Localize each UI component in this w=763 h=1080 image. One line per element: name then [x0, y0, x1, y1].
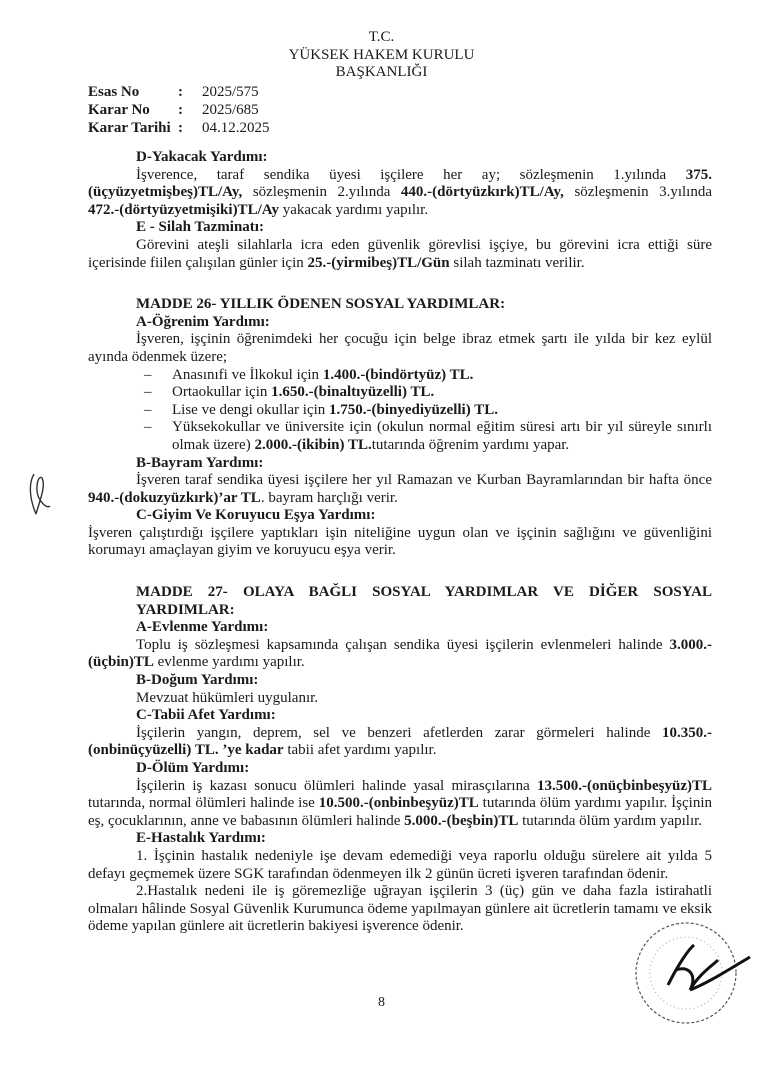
text: Anasınıfi ve İlkokul için	[172, 366, 323, 383]
bold-text: 10.350.-(onbinüçyüzelli) TL. ’ye kadar	[88, 724, 712, 759]
separator: :	[178, 120, 183, 136]
text: yakacak yardımı yapılır.	[278, 201, 429, 218]
esas-row	[88, 83, 270, 101]
dash-bullet: –	[144, 366, 152, 383]
list-item-text	[172, 402, 498, 418]
text: 1. İşçinin hastalık nedeniyle işe devam edemediği veya raporlu olduğu sürelere ait yılda 5 defayı geçmemek üzere SGK tarafından ödenmeyen ilk 2 günün ücreti işveren tarafından ödenir.	[88, 847, 712, 882]
bold-text: 1.650.-(binaltıyüzelli) TL.	[271, 384, 435, 401]
section-heading: C-Giyim Ve Koruyucu Eşya Yardımı:	[136, 507, 376, 524]
text: evlenme yardımı yapılır.	[153, 654, 305, 671]
esas-label: Esas No	[88, 84, 140, 100]
text: sözleşmenin 3.yılında	[563, 184, 712, 201]
page-number: 8	[378, 995, 385, 1010]
text: Mevzuat hükümleri uygulanır.	[136, 689, 319, 706]
section-heading: B-Bayram Yardımı:	[136, 454, 264, 471]
education-aid-list	[88, 367, 712, 455]
section-heading: E - Silah Tazminatı:	[136, 219, 264, 236]
document-header	[0, 29, 763, 82]
tarih-value: 04.12.2025	[202, 120, 270, 136]
list-item-text	[172, 367, 473, 383]
dash-bullet: –	[144, 419, 152, 436]
section-heading: E-Hastalık Yardımı:	[136, 830, 266, 847]
list-item	[144, 366, 712, 385]
article-title: MADDE 27- OLAYA BAĞLI SOSYAL YARDIMLAR VE DİĞER SOSYAL	[136, 584, 712, 601]
bold-text: 3.000.-(üçbin)TL	[88, 636, 712, 671]
text: İşveren, işçinin öğrenimdeki her çocuğu için belge ibraz etmek şartı ile yılda bir kez eylül ayında ödenmek üzere;	[88, 331, 712, 365]
header-dept: BAŞKANLIĞI	[335, 64, 428, 80]
bold-text: 472.-(dörtyüzyetmişiki)TL/Ay	[88, 201, 279, 218]
text: silah tazminatı verilir.	[449, 254, 585, 271]
document-body	[88, 149, 712, 936]
text: Lise ve dengi okullar için	[172, 401, 330, 418]
karar-value: 2025/685	[202, 102, 259, 118]
bold-text: 13.500.-(onüçbinbeşyüz)TL	[536, 777, 712, 794]
text: tutarında ölüm yardım yapılır.	[518, 812, 703, 829]
text: Ortaokullar için	[172, 384, 272, 401]
text: İşçilerin yangın, deprem, sel ve benzeri afetlerden zarar görmeleri halinde	[136, 724, 662, 741]
text: . bayram harçlığı verir.	[260, 489, 398, 506]
dash-bullet: –	[144, 384, 152, 401]
separator: :	[178, 102, 183, 118]
separator: :	[178, 84, 183, 100]
bold-text: 940.-(dokuzyüzkırk)’ar TL	[88, 489, 261, 506]
article-title: MADDE 26- YILLIK ÖDENEN SOSYAL YARDIMLAR:	[136, 296, 506, 313]
section-paragraph	[88, 883, 712, 936]
case-meta	[88, 83, 270, 137]
text: İşveren taraf sendika üyesi işçilere her yıl Ramazan ve Kurban Bayramlarından bir hafta önce	[136, 472, 712, 489]
list-item	[144, 419, 712, 454]
bold-text: 440.-(dörtyüzkırk)TL/Ay,	[400, 184, 564, 201]
bold-text: 25.-(yirmibeş)TL/Gün	[307, 254, 450, 271]
margin-initial-mark	[26, 470, 56, 520]
list-item	[144, 401, 712, 420]
text: Görevini ateşli silahlarla icra eden güvenlik görevlisi işçiye, bu görevini icra ettiği süre içerisinde fiilen çalışılan günler için	[88, 236, 712, 271]
text: sözleşmenin 2.yılında	[242, 184, 401, 201]
esas-value: 2025/575	[202, 84, 259, 100]
karar-label: Karar No	[88, 102, 150, 118]
list-item	[144, 384, 712, 402]
section-heading: A-Evlenme Yardımı:	[136, 619, 269, 636]
section-paragraph	[88, 690, 712, 708]
text: tutarında öğrenim yardımı yapar.	[371, 436, 570, 453]
section-paragraph	[88, 637, 712, 672]
section-paragraph	[88, 237, 712, 272]
bold-text: 375.(üçyüzyetmişbeş)TL/Ay,	[88, 166, 712, 201]
text: İşveren çalıştırdığı işçilere yaptıkları işin niteliğine uygun olan ve işçinin sağlığını ve güvenliğini korumayı amaçlayan giyim ve koruyucu eşya verir.	[88, 524, 712, 559]
text: İşverence, taraf sendika üyesi işçilere her ay; sözleşmenin 1.yılında	[136, 166, 686, 183]
bold-text: 1.750.-(binyediyüzelli) TL.	[329, 401, 498, 418]
bold-text: 1.400.-(bindörtyüz) TL.	[322, 366, 474, 383]
text: İşçilerin iş kazası sonucu ölümleri halinde yasal mirasçılarına	[136, 777, 537, 794]
section-heading: D-Ölüm Yardımı:	[136, 760, 250, 776]
section-heading: A-Öğrenim Yardımı:	[136, 313, 270, 330]
text: tutarında, normal ölümleri halinde ise	[88, 795, 319, 812]
text: Toplu iş sözleşmesi kapsamında çalışan sendika üyesi işçilerin evlenmeleri halinde	[136, 636, 670, 653]
section-paragraph	[88, 525, 712, 560]
header-tc: T.C.	[368, 29, 395, 45]
section-paragraph	[88, 167, 712, 220]
section-heading: C-Tabii Afet Yardımı:	[136, 707, 276, 724]
text: tabii afet yardımı yapılır.	[283, 742, 437, 759]
karar-row	[88, 101, 270, 119]
tarih-label: Karar Tarihi	[88, 120, 171, 136]
signature-stamp	[628, 915, 753, 1030]
section-heading: D-Yakacak Yardımı:	[136, 149, 268, 165]
section-paragraph	[88, 848, 712, 883]
bold-text: 5.000.-(beşbin)TL	[404, 812, 519, 829]
header-org: YÜKSEK HAKEM KURULU	[288, 46, 475, 63]
article-title-cont: YARDIMLAR:	[136, 601, 235, 618]
text: 2.Hastalık nedeni ile iş göremezliğe uğrayan işçilerin 3 (üç) gün ve daha fazla istirahatli olmaları hâlinde Sosyal Güvenlik Kurumunca ödeme yapılmayan günlere ait ücretlerin tamamı ve eksik ödeme yapılan günlere ait ücretlerin bakiyesi işverence ödenir.	[88, 883, 712, 935]
list-item-text	[172, 419, 712, 453]
section-heading: B-Doğum Yardımı:	[136, 672, 259, 689]
dash-bullet: –	[144, 401, 152, 418]
section-paragraph	[88, 725, 712, 760]
tarih-row	[88, 119, 270, 137]
section-paragraph	[88, 472, 712, 507]
bold-text: 10.500.-(onbinbeşyüz)TL	[318, 795, 479, 812]
section-paragraph	[88, 778, 712, 831]
list-item-text	[172, 384, 434, 400]
text: Yüksekokullar ve üniversite için (okulun normal eğitim süresi artı bir yıl süreyle sınırlı olmak üzere)	[172, 419, 712, 453]
section-paragraph	[88, 331, 712, 366]
bold-text: 2.000.-(ikibin) TL.	[254, 436, 372, 453]
text: tutarında ölüm yardımı yapılır. İşçinin eş, çocuklarının, anne ve babasının ölümleri halinde	[88, 795, 712, 829]
